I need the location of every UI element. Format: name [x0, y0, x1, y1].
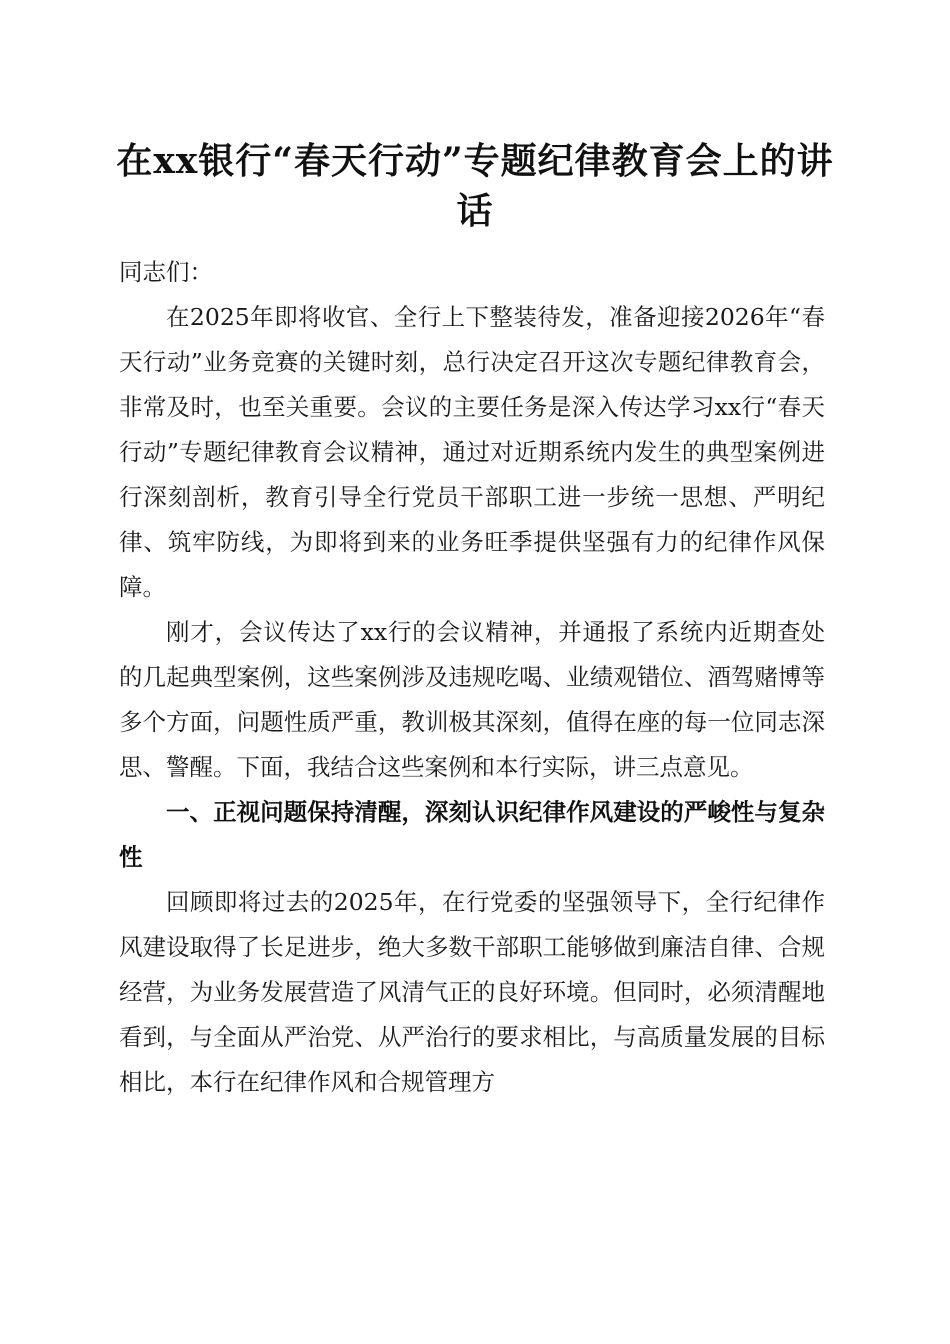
paragraph-review: 回顾即将过去的2025年，在行党委的坚强领导下，全行纪律作风建设取得了长足进步，绝大多数干部职工能够做到廉洁自律、合规经营，为业务发展营造了风清气正的良好环境。但同时，必须清醒地看到，与全面从严治党、从严治行的要求相比，与高质量发展的目标相比，本行在纪律作风和合规管理方 [119, 888, 825, 1096]
paragraph-intro: 在2025年即将收官、全行上下整装待发，准备迎接2026年“春天行动”业务竞赛的关键时刻，总行决定召开这次专题纪律教育会，非常及时，也至关重要。会议的主要任务是深入传达学习xx行“春天行动”专题纪律教育会议精神，通过对近期系统内发生的典型案例进行深刻剖析，教育引导全行党员干部职工进一步统一思想、严明纪律、筑牢防线，为即将到来的业务旺季提供坚强有力的纪律作风保障。 [119, 303, 825, 601]
document-title: 在xx银行“春天行动”专题纪律教育会上的讲话 [116, 140, 834, 232]
paragraph-cases: 刚才，会议传达了xx行的会议精神，并通报了系统内近期查处的几起典型案例，这些案例涉及违规吃喝、业绩观错位、酒驾赌博等多个方面，问题性质严重，教训极其深刻，值得在座的每一位同志深思、警醒。下面，我结合这些案例和本行实际，讲三点意见。 [119, 618, 825, 781]
document-body [119, 250, 825, 1105]
section-heading-1: 一、正视问题保持清醒，深刻认识纪律作风建设的严峻性与复杂性 [119, 798, 825, 871]
salutation: 同志们： [119, 258, 213, 286]
